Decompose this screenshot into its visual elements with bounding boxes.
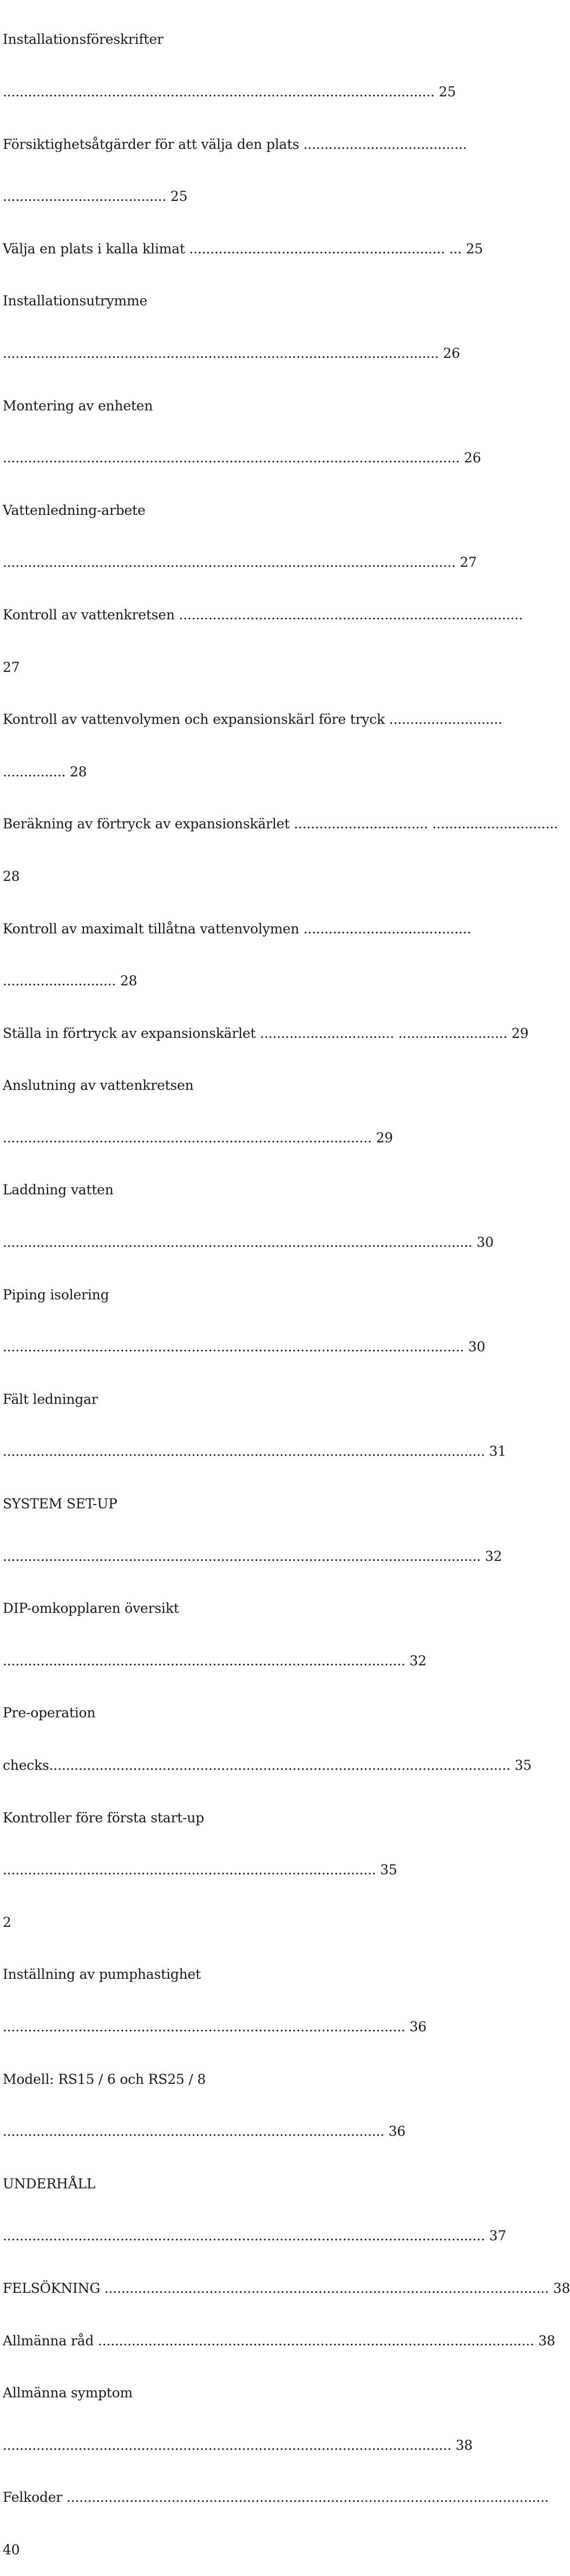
toc-line: Beräkning av förtryck av expansionskärlet ................................ .............................. bbox=[3, 816, 558, 832]
toc-line: Ställa in förtryck av expansionskärlet ................................ .......................... 29 bbox=[3, 1025, 529, 1041]
toc-line: Felkoder ................................................................................................................... bbox=[3, 2489, 549, 2506]
toc-line: Piping isolering bbox=[3, 1286, 109, 1303]
toc-line: Installationsföreskrifter bbox=[3, 31, 163, 48]
toc-line: ................................................................................................................ 30 bbox=[3, 1234, 494, 1251]
toc-line: ............................................................................................................ 27 bbox=[3, 554, 477, 571]
toc-line: Inställning av pumphastighet bbox=[3, 1966, 201, 1983]
toc-line: Installationsutrymme bbox=[3, 293, 148, 309]
toc-line: Allmänna symptom bbox=[3, 2385, 133, 2401]
toc-line: ................................................................................................................... 31 bbox=[3, 1443, 507, 1460]
toc-line: FELSÖKNING .......................................................................................................... 38 bbox=[3, 2280, 570, 2296]
toc-line: 40 bbox=[3, 2541, 20, 2558]
toc-line: ........................... 28 bbox=[3, 973, 137, 989]
toc-line: SYSTEM SET-UP bbox=[3, 1496, 117, 1512]
toc-line: ................................................................................................ 32 bbox=[3, 1652, 427, 1669]
toc-line: ........................................................................................................ 26 bbox=[3, 345, 460, 361]
toc-line: Välja en plats i kalla klimat ............................................................. ... 25 bbox=[3, 240, 483, 257]
toc-line: ............................................................................................................. 26 bbox=[3, 450, 481, 466]
toc-line: .............................................................................................................. 30 bbox=[3, 1339, 486, 1355]
toc-line: Laddning vatten bbox=[3, 1182, 114, 1198]
toc-line: 28 bbox=[3, 868, 20, 884]
toc-line: Allmänna råd ........................................................................................................ 38 bbox=[3, 2332, 555, 2349]
table-of-contents bbox=[3, 0, 570, 2576]
toc-line: checks.............................................................................................................. 35 bbox=[3, 1757, 532, 1773]
toc-line: Modell: RS15 / 6 och RS25 / 8 bbox=[3, 2071, 206, 2087]
toc-line: DIP-omkopplaren översikt bbox=[3, 1600, 179, 1617]
toc-line: UNDERHÅLL bbox=[3, 2175, 96, 2192]
toc-line: ............... 28 bbox=[3, 763, 87, 780]
toc-line: Kontroll av vattenvolymen och expansionskärl före tryck ........................... bbox=[3, 711, 502, 728]
toc-line: ....................................... 25 bbox=[3, 188, 188, 205]
toc-line: Vattenledning-arbete bbox=[3, 502, 146, 518]
toc-line: ........................................................................................................... 38 bbox=[3, 2437, 473, 2453]
toc-line: ........................................................................................ 29 bbox=[3, 1129, 393, 1146]
toc-line: ....................................................................................................... 25 bbox=[3, 84, 456, 100]
toc-line: Fält ledningar bbox=[3, 1391, 98, 1407]
toc-line: ................................................................................................ 36 bbox=[3, 2018, 427, 2035]
toc-line: 27 bbox=[3, 659, 20, 675]
toc-line: Anslutning av vattenkretsen bbox=[3, 1077, 194, 1094]
toc-line: Kontroll av vattenkretsen .................................................................................. bbox=[3, 606, 523, 623]
toc-line: Montering av enheten bbox=[3, 397, 153, 414]
toc-line: ........................................................................................... 36 bbox=[3, 2123, 406, 2140]
toc-line: Pre-operation bbox=[3, 1705, 96, 1721]
toc-line: ......................................................................................... 35 bbox=[3, 1862, 397, 1878]
toc-line: .................................................................................................................. 32 bbox=[3, 1548, 502, 1564]
toc-line: ................................................................................................................... 37 bbox=[3, 2228, 507, 2244]
toc-line: Kontroller före första start-up bbox=[3, 1809, 204, 1826]
page-number: 2 bbox=[3, 1914, 11, 1930]
toc-line: Försiktighetsåtgärder för att välja den plats ....................................... bbox=[3, 136, 467, 152]
toc-line: Kontroll av maximalt tillåtna vattenvolymen ........................................ bbox=[3, 920, 471, 937]
